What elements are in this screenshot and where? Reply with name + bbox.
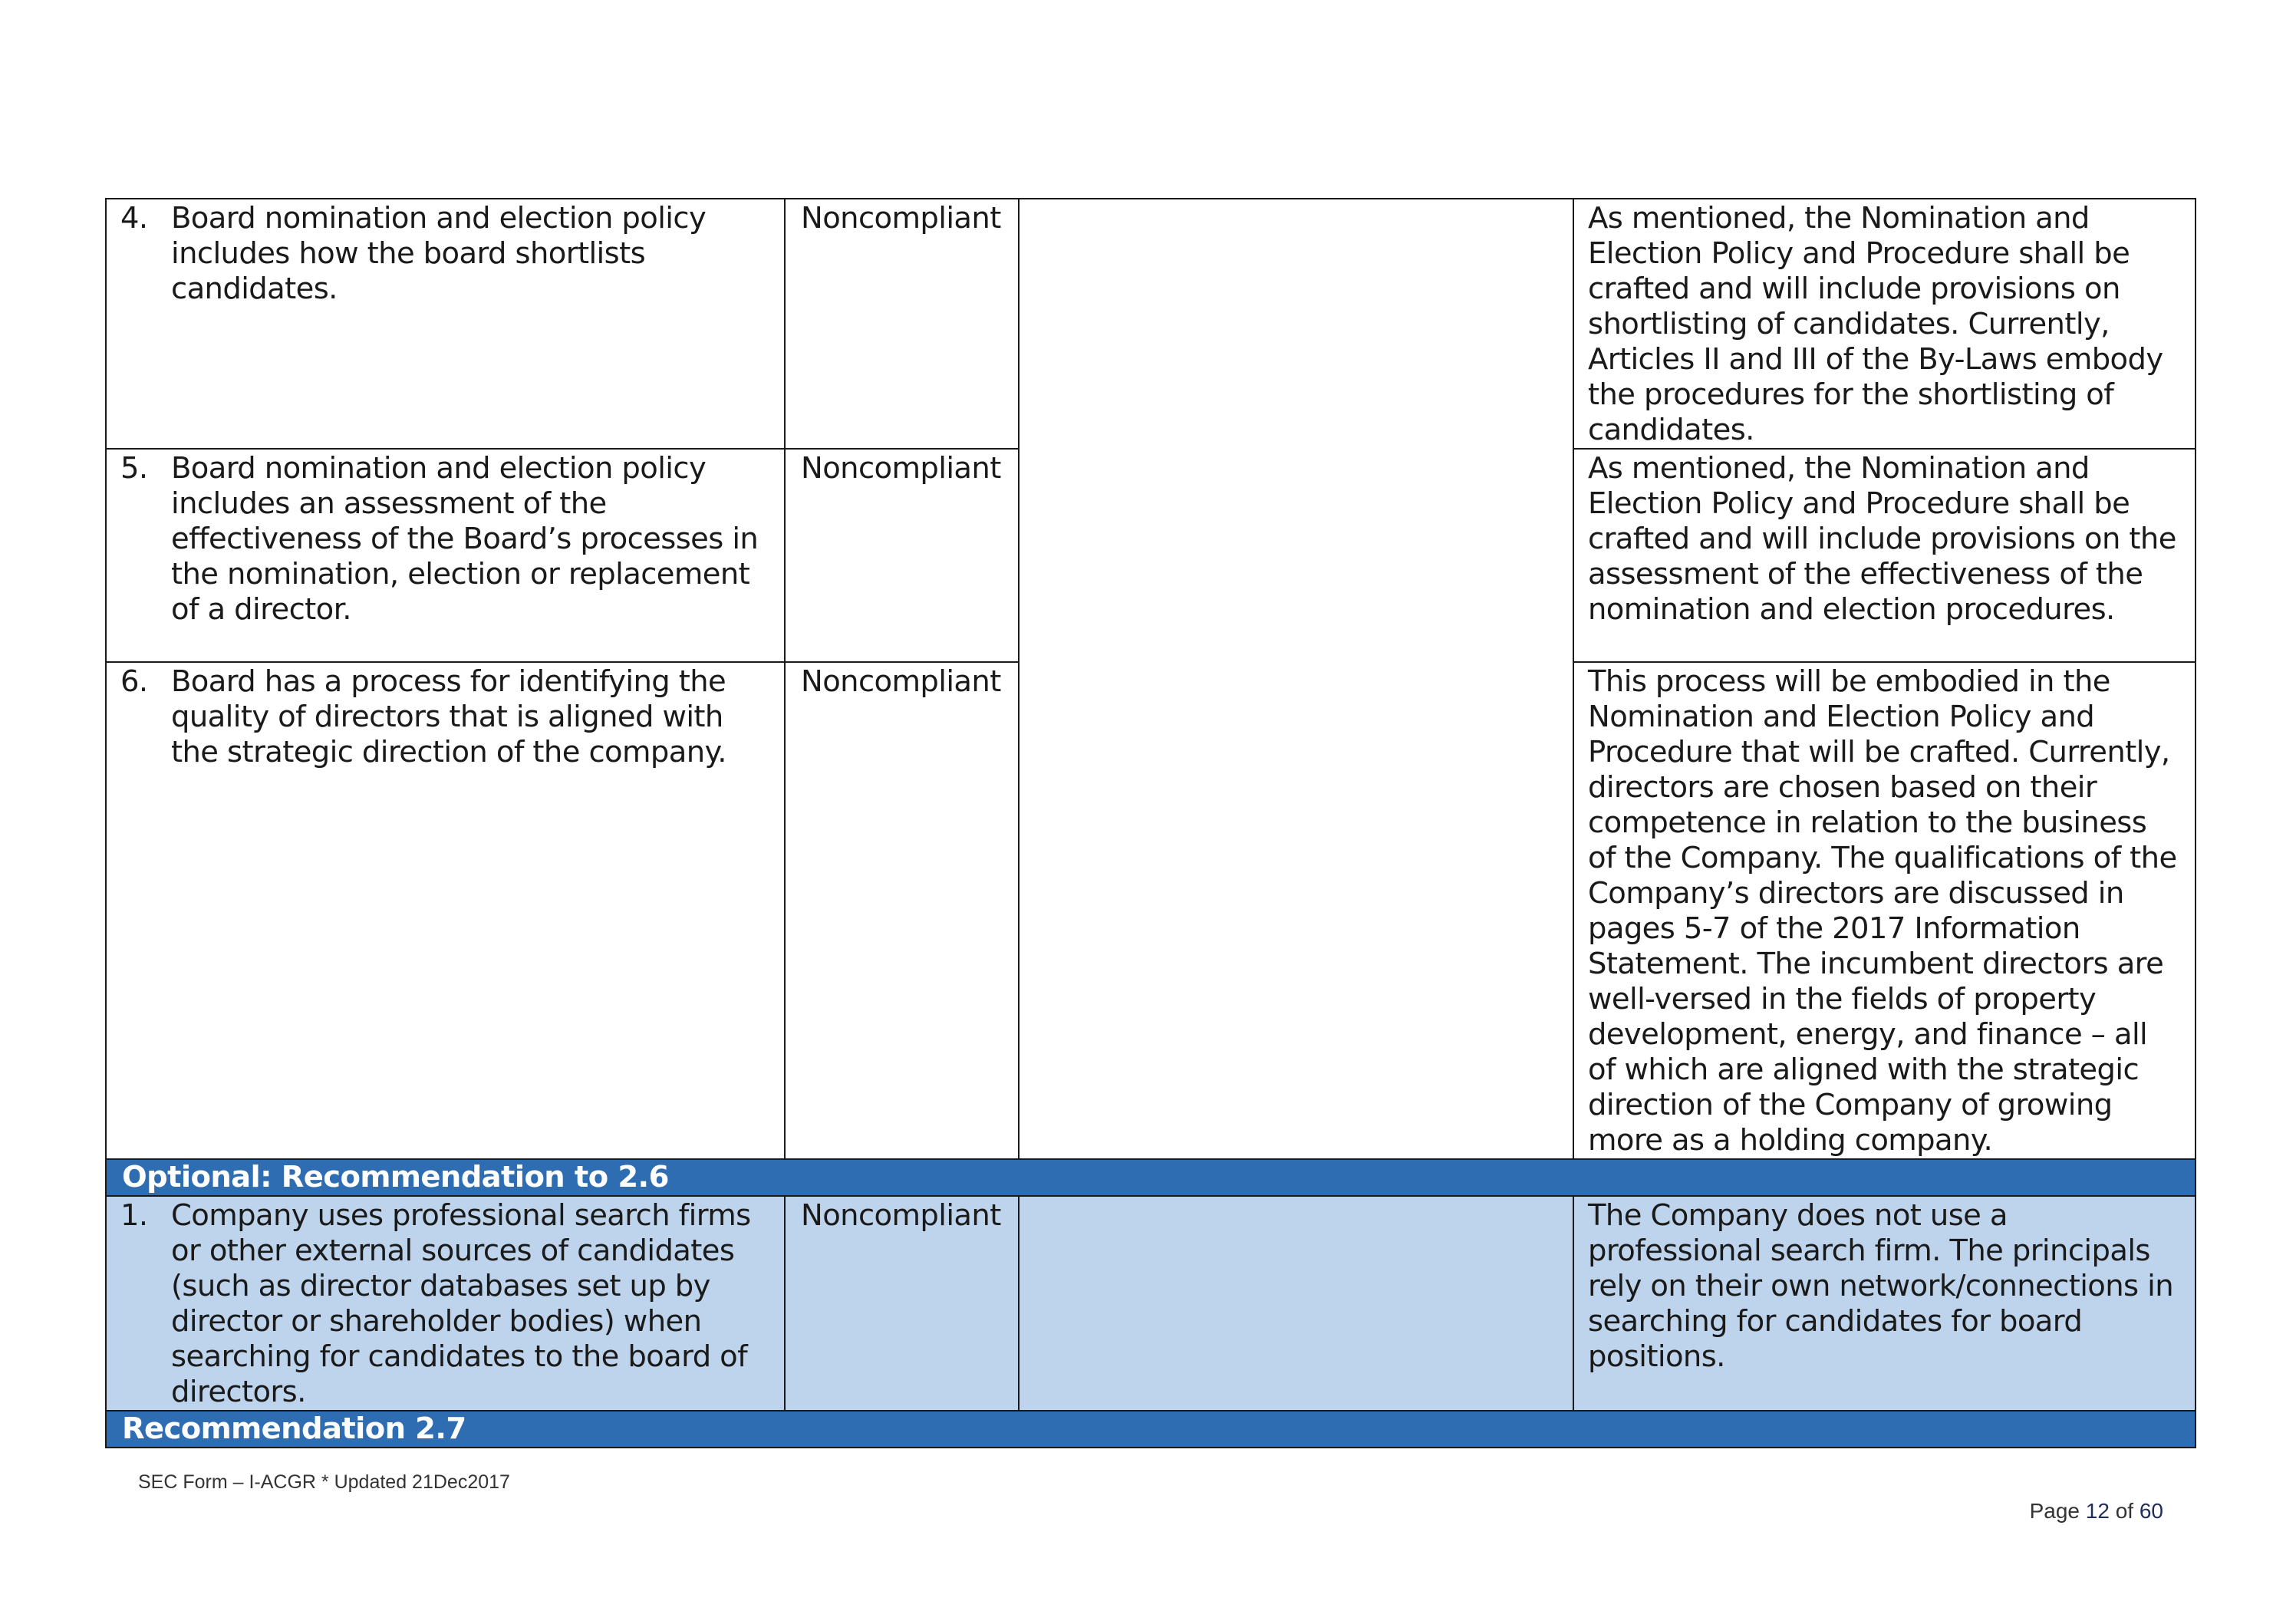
page-number bbox=[2030, 1499, 2163, 1524]
item-number: 4. bbox=[120, 201, 148, 236]
details-cell bbox=[1019, 199, 1573, 449]
item-text: Board nomination and election policy includes how the board shortlists candidates. bbox=[171, 201, 707, 306]
recommendation-cell bbox=[106, 662, 785, 1159]
recommendation-cell bbox=[106, 449, 785, 662]
compliance-table bbox=[105, 198, 2196, 1448]
item-text: Company uses professional search firms or other external sources of candidates (such as director databases set up by director or shareholder bodies) when searching for candidates to the board of directors. bbox=[171, 1198, 751, 1409]
recommendation-cell bbox=[106, 1196, 785, 1411]
item-number: 1. bbox=[120, 1198, 148, 1233]
page-label: Page bbox=[2029, 1499, 2080, 1523]
page-current: 12 bbox=[2085, 1499, 2110, 1523]
item-number: 5. bbox=[120, 451, 148, 486]
status-cell: Noncompliant bbox=[785, 662, 1019, 1159]
explanation-cell: The Company does not use a professional search firm. The principals rely on their own network/connections in searching for candidates for board positions. bbox=[1573, 1196, 2196, 1411]
item-text: Board has a process for identifying the quality of directors that is aligned with the strategic direction of the company. bbox=[171, 664, 726, 769]
details-cell bbox=[1019, 1196, 1573, 1411]
status-cell: Noncompliant bbox=[785, 449, 1019, 662]
section-header-optional: Optional: Recommendation to 2.6 bbox=[106, 1159, 2196, 1196]
explanation-cell: As mentioned, the Nomination and Election Policy and Procedure shall be crafted and will include provisions on shortlisting of candidates. Currently, Articles II and III of the By-Laws embody the procedures for the shortlisting of candidates. bbox=[1573, 199, 2196, 449]
table-row bbox=[106, 1196, 2196, 1411]
item-text: Board nomination and election policy includes an assessment of the effectiveness of the Board’s processes in the nomination, election or replacement of a director. bbox=[171, 451, 759, 627]
explanation-cell: As mentioned, the Nomination and Election Policy and Procedure shall be crafted and will include provisions on the assessment of the effectiveness of the nomination and election procedures. bbox=[1573, 449, 2196, 662]
table-row bbox=[106, 199, 2196, 449]
status-cell: Noncompliant bbox=[785, 1196, 1019, 1411]
table-row bbox=[106, 662, 2196, 1159]
item-number: 6. bbox=[120, 664, 148, 699]
section-header-row bbox=[106, 1411, 2196, 1448]
section-header-recommendation: Recommendation 2.7 bbox=[106, 1411, 2196, 1448]
explanation-cell: This process will be embodied in the Nomination and Election Policy and Procedure that will be crafted. Currently, directors are chosen based on their competence in relation to the business of the Company. The qualifications of the Company’s directors are discussed in pages 5-7 of the 2017 Information Statement. The incumbent directors are well-versed in the fields of property development, energy, and finance – all of which are aligned with the strategic direction of the Company of growing more as a holding company. bbox=[1573, 662, 2196, 1159]
page-total: 60 bbox=[2139, 1499, 2163, 1523]
status-cell: Noncompliant bbox=[785, 199, 1019, 449]
recommendation-cell bbox=[106, 199, 785, 449]
page-of: of bbox=[2115, 1499, 2134, 1523]
details-cell bbox=[1019, 662, 1573, 1159]
table-row bbox=[106, 449, 2196, 662]
details-cell bbox=[1019, 449, 1573, 662]
section-header-row bbox=[106, 1159, 2196, 1196]
footer-form-label: SEC Form – I-ACGR * Updated 21Dec2017 bbox=[138, 1471, 510, 1493]
